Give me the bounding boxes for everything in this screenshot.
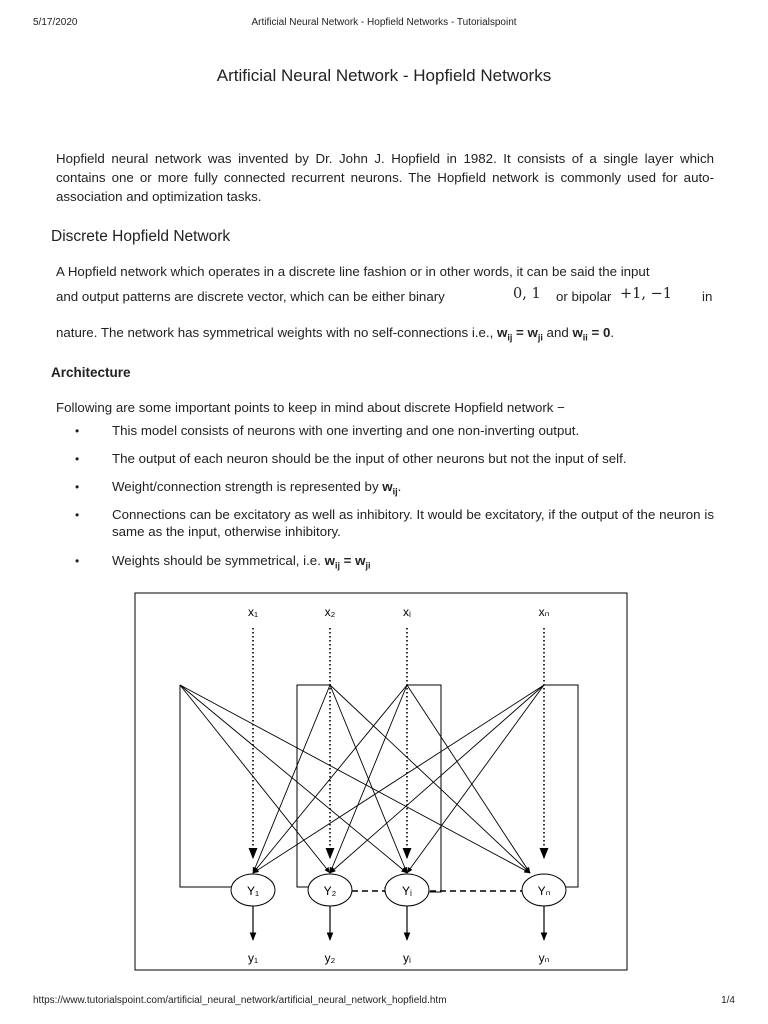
point-text: This model consists of neurons with one inverting and one non-inverting output. [112, 423, 580, 438]
binary-values: 0, 1 [513, 286, 541, 302]
neuron-label: Y₁ [246, 884, 260, 898]
point-5-w2: w [355, 553, 366, 568]
point-3-end: . [397, 479, 402, 494]
point-text [112, 553, 714, 574]
bullet: • [75, 424, 80, 438]
output-label: y₂ [324, 951, 336, 965]
bullet: • [75, 480, 80, 494]
diagram-frame [135, 593, 627, 970]
input-label: xₙ [538, 605, 550, 619]
input-label: x₁ [247, 605, 259, 619]
output-label: yₙ [538, 951, 550, 965]
connection-2-1 [253, 685, 330, 873]
footer-url: https://www.tutorialspoint.com/artificial_neural_network/artificial_neural_network_hopfield.htm [33, 995, 447, 1006]
w-ij: w [496, 325, 508, 340]
intro-paragraph: Hopfield neural network was invented by Dr. John J. Hopfield in 1982. It consists of a single layer which contains one or more fully connected recurrent neurons. The Hopfield network is commonly used for auto-association and optimization tasks. [56, 151, 714, 204]
bullet: • [75, 508, 80, 522]
connection-1-2 [180, 685, 330, 873]
bullet: • [75, 554, 80, 568]
input-label: xᵢ [403, 605, 411, 619]
sub-ij: ij [507, 332, 513, 343]
connection-1-i [180, 685, 407, 873]
point-3-w: w [382, 479, 393, 494]
equals: = [512, 325, 528, 340]
sub-ji: ji [537, 332, 543, 343]
and-text: and [542, 325, 573, 340]
neuron-label: Y₂ [323, 884, 337, 898]
feedback-loop-1 [180, 685, 232, 887]
output-label: y₁ [247, 951, 259, 965]
point-5-sub1: ij [334, 560, 340, 571]
architecture-lead: Following are some important points to keep in mind about discrete Hopfield network − [56, 400, 565, 415]
discrete-line-3-text: nature. The network has symmetrical weights with no self-connections i.e., [56, 325, 494, 340]
hopfield-network-diagram [134, 592, 629, 972]
discrete-line-1: A Hopfield network which operates in a discrete line fashion or in other words, it can be said the input [56, 264, 650, 279]
point-text [112, 479, 714, 500]
point-5-sub2: ji [365, 560, 371, 571]
point-3-text: Weight/connection strength is represented by [112, 479, 379, 494]
point-5-w1: w [324, 553, 335, 568]
discrete-line-2 [56, 286, 716, 308]
footer-page-number: 1/4 [721, 995, 735, 1006]
bipolar-values: +1, −1 [620, 286, 672, 302]
connection-n-i [407, 685, 544, 873]
page-title: Artificial Neural Network - Hopfield Networks [216, 66, 552, 85]
print-page-title: Artificial Neural Network - Hopfield Networks - Tutorialspoint [251, 17, 517, 28]
neuron-label: Yₙ [537, 884, 551, 898]
point-3-sub: ij [392, 486, 398, 497]
neuron-label: Yᵢ [402, 884, 412, 898]
input-label: x₂ [324, 605, 336, 619]
point-text: Connections can be excitatory as well as inhibitory. It would be excitatory, if the output of the neuron is same as the input, otherwise inhibitory. [112, 507, 714, 539]
sub-ii: ii [582, 332, 588, 343]
discrete-line-2-b: or bipolar [556, 289, 612, 304]
w-ji: w [527, 325, 538, 340]
equals-zero: = 0 [587, 325, 611, 340]
discrete-line-2-a: and output patterns are discrete vector, which can be either binary [56, 289, 445, 304]
discrete-line-3 [56, 325, 614, 343]
output-label: yᵢ [403, 951, 411, 965]
discrete-heading: Discrete Hopfield Network [51, 228, 231, 245]
w-ii: w [572, 325, 583, 340]
point-5-text: Weights should be symmetrical, i.e. [112, 553, 321, 568]
architecture-heading: Architecture [51, 365, 131, 380]
period: . [610, 325, 615, 340]
feedback-loop-n [544, 685, 578, 887]
bullet: • [75, 452, 80, 466]
point-5-eq: = [339, 553, 356, 568]
print-date: 5/17/2020 [33, 17, 78, 28]
feedback-loop-i [385, 685, 441, 892]
discrete-line-2-c: in [702, 289, 713, 304]
point-text: The output of each neuron should be the input of other neurons but not the input of self. [112, 451, 627, 466]
connection-1-n [180, 685, 530, 873]
